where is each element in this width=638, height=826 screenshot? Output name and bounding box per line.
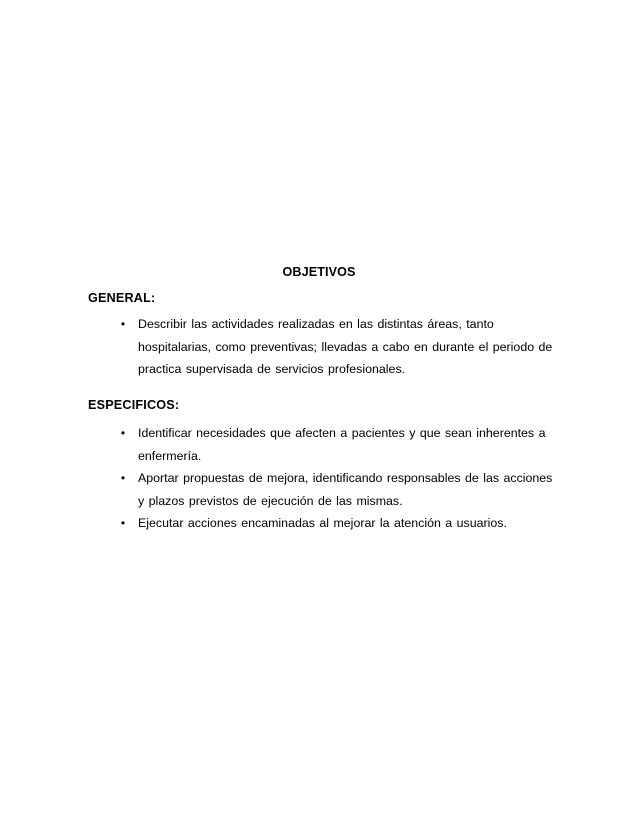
especificos-heading: ESPECIFICOS: <box>88 398 180 412</box>
bullet-icon: • <box>120 426 126 440</box>
list-item-text: Aportar propuestas de mejora, identificando responsables de las acciones y plazos previstos de ejecución de las mismas. <box>138 471 553 508</box>
bullet-icon: • <box>120 317 126 331</box>
bullet-icon: • <box>120 471 126 485</box>
general-list <box>88 313 558 381</box>
general-heading: GENERAL: <box>88 291 156 305</box>
list-item <box>88 512 558 535</box>
list-item <box>88 422 558 467</box>
list-item-text: Identificar necesidades que afecten a pacientes y que sean inherentes a enfermería. <box>138 426 546 463</box>
list-item <box>88 313 558 381</box>
list-item-text: Ejecutar acciones encaminadas al mejorar la atención a usuarios. <box>138 516 507 530</box>
especificos-list <box>88 422 558 535</box>
list-item <box>88 467 558 512</box>
list-item-text: Describir las actividades realizadas en las distintas áreas, tanto hospitalarias, como preventivas; llevadas a cabo en durante el periodo de practica supervisada de servicios profesionales. <box>138 317 553 376</box>
bullet-icon: • <box>120 516 126 530</box>
page-title: OBJETIVOS <box>282 265 356 279</box>
